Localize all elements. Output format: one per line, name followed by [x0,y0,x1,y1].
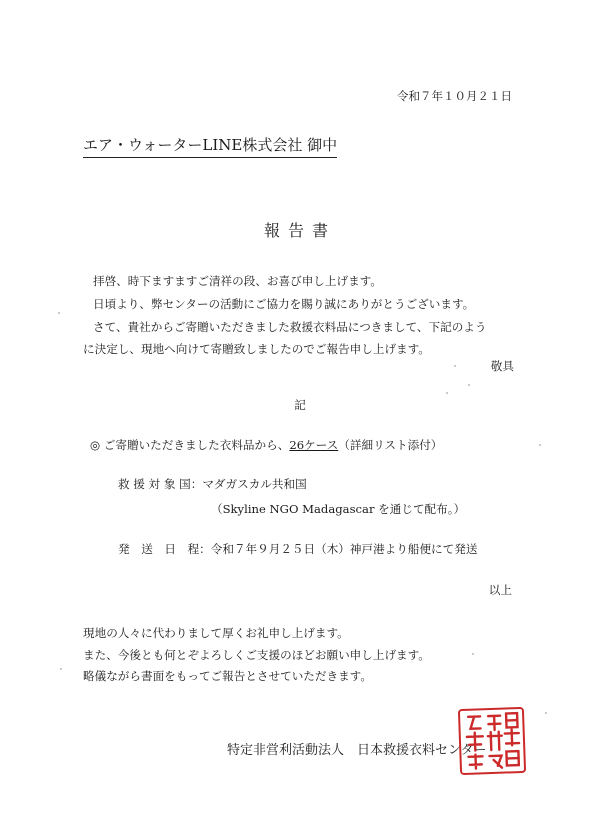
greeting-line-2: 日頃より、弊センターの活動にご協力を賜り誠にありがとうございます。 [93,297,475,311]
official-seal-stamp [458,707,526,775]
addressee: エア・ウォーターLINE株式会社 御中 [83,134,337,158]
destination-label: 救 援 対 象 国： [118,477,203,491]
greeting-line-4: に決定し、現地へ向けて寄贈致しましたのでご報告申し上げます。 [83,342,430,356]
destination-note: （Skyline NGO Madagascar を通じて配布。） [211,502,466,516]
greeting-line-1: 拝啓、時下ますますご清祥の段、お喜び申し上げます。 [93,274,382,288]
closing-line-2: また、今後とも何とぞよろしくご支援のほどお願い申し上げます。 [83,648,430,662]
document-title: 報告書 [263,221,336,240]
closing-line-3: 略儀ながら書面をもってご報告とさせていただきます。 [83,669,372,683]
sender-name: 特定非営利活動法人 日本救援衣料センター [227,743,487,758]
item-suffix: （詳細リスト添付） [338,438,443,452]
seal-icon [460,709,524,773]
destination-value: マダガスカル共和国 [202,477,307,491]
destination-row [118,476,307,492]
ki-heading: 記 [294,398,306,412]
shipping-row [118,541,477,557]
ijo-closing: 以上 [488,583,512,597]
item-summary [90,437,442,453]
greeting-line-3: さて、貴社からご寄贈いただきました救援衣料品につきまして、下記のよう [93,320,487,334]
shipping-label: 発 送 日 程： [118,542,211,556]
keigu-closing: 敬具 [490,359,514,373]
shipping-value: 令和７年９月２５日（木）神戸港より船便にて発送 [210,542,478,556]
item-count: 26ケース [289,438,339,452]
closing-line-1: 現地の人々に代わりまして厚くお礼申し上げます。 [83,626,349,640]
item-prefix: ◎ ご寄贈いただきました衣料品から、 [90,438,290,452]
document-date: 令和７年１０月２１日 [397,89,512,103]
